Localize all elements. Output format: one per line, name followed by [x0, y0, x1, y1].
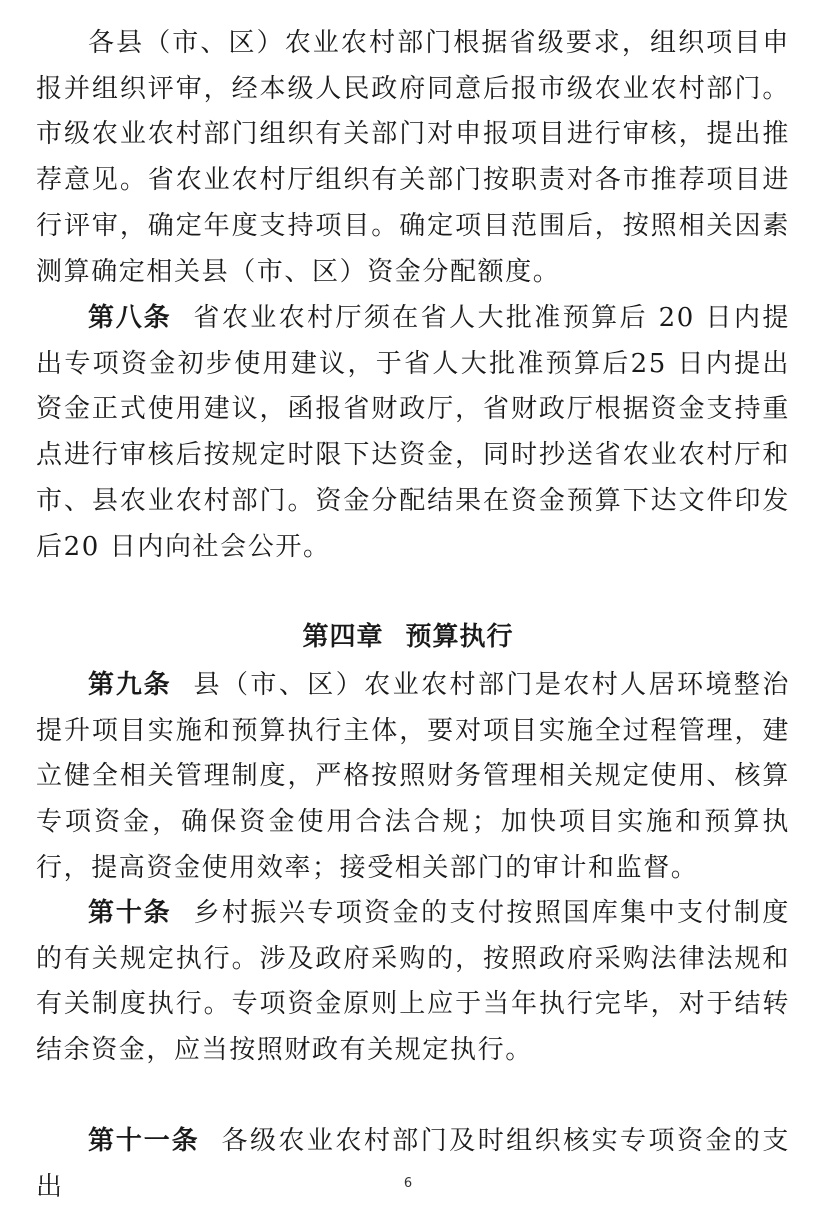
chapter-heading	[0, 616, 816, 653]
article-11-text: 各级农业农村部门及时组织核实专项资金的支出	[36, 1126, 790, 1202]
article-9-paragraph	[36, 663, 790, 892]
article-9-text: 县（市、区）农业农村部门是农村人居环境整治提升项目实施和预算执行主体，要对项目实施全过程管理，建立健全相关管理制度，严格按照财务管理相关规定使用、核算专项资金，确保资金使用合法合规；加快项目实施和预算执行，提高资金使用效率；接受相关部门的审计和监督。	[36, 670, 790, 883]
page-number: 6	[403, 1176, 413, 1191]
paragraph-text: 各县（市、区）农业农村部门根据省级要求，组织项目申报并组织评审，经本级人民政府同意后报市级农业农村部门。市级农业农村部门组织有关部门对申报项目进行审核，提出推荐意见。省农业农村厅组织有关部门按职责对各市推荐项目进行评审，确定年度支持项目。确定项目范围后，按照相关因素测算确定相关县（市、区）资金分配额度。	[36, 28, 790, 287]
paragraph-county-review	[36, 21, 790, 295]
article-10-paragraph	[36, 891, 790, 1074]
article-8-text: 省农业农村厅须在省人大批准预算后 20 日内提出专项资金初步使用建议，于省人大批准预算后25 日内提出资金正式使用建议，函报省财政厅，省财政厅根据资金支持重点进行审核后按规定时限下达资金，同时抄送省农业农村厅和市、县农业农村部门。资金分配结果在资金预算下达文件印发后20 日内向社会公开。	[36, 303, 790, 562]
article-8-heading: 第八条	[88, 303, 172, 333]
article-9-heading: 第九条	[88, 670, 172, 700]
article-10-text: 乡村振兴专项资金的支付按照国库集中支付制度的有关规定执行。涉及政府采购的，按照政府采购法律法规和有关制度执行。专项资金原则上应于当年执行完毕，对于结转结余资金，应当按照财政有关规定执行。	[36, 898, 790, 1066]
article-8-paragraph	[36, 296, 790, 570]
chapter-number: 第四章	[302, 622, 384, 652]
chapter-title: 预算执行	[405, 622, 514, 652]
article-10-heading: 第十条	[88, 898, 172, 928]
article-11-heading: 第十一条	[88, 1126, 200, 1156]
article-11-paragraph	[36, 1119, 790, 1210]
